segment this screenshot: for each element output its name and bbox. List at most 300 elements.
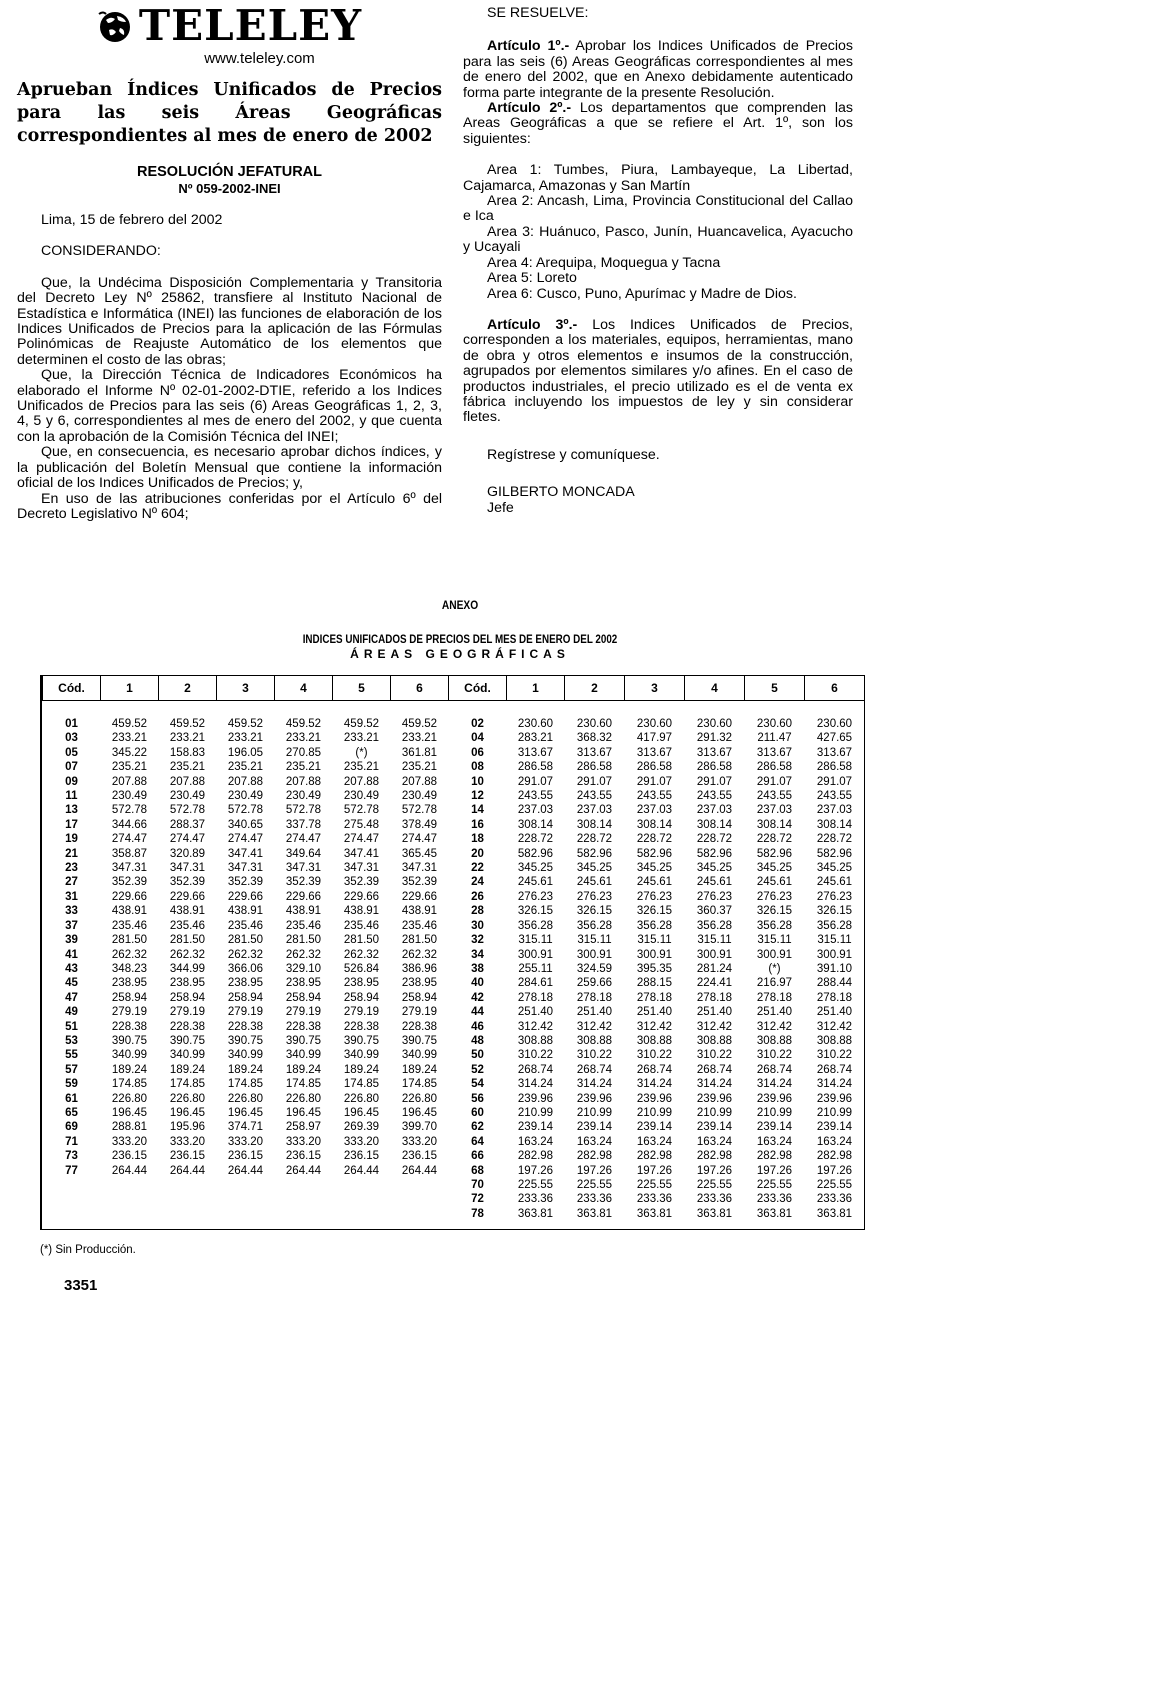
index-value-cell: 158.83	[169, 746, 206, 759]
index-value-cell: 417.97	[636, 732, 673, 745]
index-value-cell: 210.99	[576, 1106, 613, 1119]
index-value-cell: 279.19	[343, 1006, 380, 1019]
index-value-cell	[391, 1178, 449, 1192]
column-header-area: 2	[565, 676, 625, 701]
table-row	[43, 1178, 865, 1192]
table-row	[43, 731, 865, 745]
code-cell: 47	[65, 991, 78, 1004]
table-row	[43, 904, 865, 918]
index-value-cell: 390.75	[343, 1034, 380, 1047]
index-value-cell: 197.26	[517, 1164, 554, 1177]
code-cell: 66	[471, 1150, 484, 1163]
spacer-cell	[625, 701, 685, 718]
index-value-cell: 356.28	[696, 919, 733, 932]
index-value-cell: 235.21	[285, 761, 322, 774]
index-value-cell: 378.49	[401, 818, 438, 831]
index-value-cell: 326.15	[816, 905, 853, 918]
code-cell: 14	[471, 804, 484, 817]
table-row	[43, 1048, 865, 1062]
index-value-cell: 235.21	[169, 761, 206, 774]
index-value-cell: 459.52	[227, 718, 264, 730]
index-value-cell: 291.07	[636, 775, 673, 788]
index-value-cell: 358.87	[111, 847, 148, 860]
index-value-cell: 239.14	[816, 1121, 853, 1134]
articulo-3	[463, 318, 853, 426]
area-item: Area 5: Loreto	[487, 270, 577, 287]
index-value-cell: 229.66	[111, 890, 148, 903]
index-value-cell: 356.28	[576, 919, 613, 932]
column-header-area: 4	[685, 676, 745, 701]
index-value-cell: 572.78	[401, 804, 438, 817]
table-row	[43, 875, 865, 889]
index-value-cell: 374.71	[227, 1121, 264, 1134]
index-value-cell: 196.45	[169, 1106, 206, 1119]
index-value-cell: 189.24	[401, 1063, 438, 1076]
code-cell: 54	[471, 1078, 484, 1091]
index-value-cell: 228.72	[517, 833, 554, 846]
index-value-cell: 345.25	[576, 862, 613, 875]
index-value-cell: 276.23	[576, 890, 613, 903]
index-value-cell: 288.37	[169, 818, 206, 831]
code-cell: 30	[471, 919, 484, 932]
articulo-1	[463, 39, 853, 101]
code-cell: 11	[65, 790, 78, 803]
index-value-cell: 210.99	[696, 1106, 733, 1119]
column-header-area: 6	[805, 676, 865, 701]
index-value-cell: 283.21	[517, 732, 554, 745]
code-cell: 48	[471, 1034, 484, 1047]
index-value-cell: 340.99	[401, 1049, 438, 1062]
code-cell: 64	[471, 1135, 484, 1148]
index-value-cell: 333.20	[285, 1135, 322, 1148]
articulo-2-text: Los departamentos que comprenden las Areas Geográficas a que se refiere el Art. 1º, son los siguientes:	[463, 100, 854, 147]
index-value-cell: 286.58	[517, 761, 554, 774]
index-value-cell: 386.96	[401, 962, 438, 975]
code-cell: 03	[65, 732, 78, 745]
index-value-cell: 582.96	[636, 847, 673, 860]
index-value-cell: 274.47	[285, 833, 322, 846]
column-header-area: 3	[217, 676, 275, 701]
index-value-cell: 278.18	[576, 991, 613, 1004]
index-value-cell: 315.11	[817, 934, 852, 947]
index-value-cell: 251.40	[816, 1006, 853, 1019]
index-value-cell	[275, 1192, 333, 1206]
index-value-cell: 233.21	[401, 732, 438, 745]
index-value-cell: 243.55	[517, 790, 554, 803]
code-cell: 73	[65, 1150, 78, 1163]
index-value-cell: 315.11	[637, 934, 672, 947]
index-value-cell: 195.96	[169, 1121, 206, 1134]
index-value-cell: 282.98	[636, 1150, 673, 1163]
index-value-cell: 344.66	[111, 818, 148, 831]
closing-line: Regístrese y comuníquese.	[487, 446, 660, 463]
index-value-cell: 278.18	[636, 991, 673, 1004]
index-value-cell: 226.80	[111, 1092, 148, 1105]
index-value-cell: 228.72	[756, 833, 793, 846]
index-value-cell: 235.46	[111, 919, 148, 932]
area-item: Area 6: Cusco, Puno, Apurímac y Madre de Dios.	[487, 285, 797, 302]
table-row	[43, 1092, 865, 1106]
index-value-cell: 233.21	[343, 732, 380, 745]
table-body	[43, 701, 865, 1222]
index-value-cell: 291.32	[696, 732, 733, 745]
index-value-cell: 224.41	[696, 977, 733, 990]
index-value-cell: 286.58	[696, 761, 733, 774]
index-value-cell: 300.91	[576, 948, 613, 961]
area-item: Area 1: Tumbes, Piura, Lambayeque, La Libertad, Cajamarca, Amazonas y San Martín	[463, 162, 853, 194]
index-value-cell: 366.06	[227, 962, 264, 975]
index-value-cell: 300.91	[756, 948, 793, 961]
spacer-cell	[159, 701, 217, 718]
index-value-cell: 229.66	[401, 890, 438, 903]
index-value-cell: 235.21	[343, 761, 380, 774]
table-row	[43, 1106, 865, 1120]
index-value-cell: 262.32	[169, 948, 206, 961]
index-table-container	[40, 675, 865, 1230]
index-value-cell	[217, 1178, 275, 1192]
index-value-cell: 288.81	[111, 1121, 148, 1134]
index-value-cell: 572.78	[343, 804, 380, 817]
annex-table-subtitle: ÁREAS GEOGRÁFICAS	[350, 647, 570, 661]
index-value-cell: 572.78	[285, 804, 322, 817]
index-value-cell: 340.99	[343, 1049, 380, 1062]
index-value-cell: 279.19	[227, 1006, 264, 1019]
index-value-cell: 238.95	[285, 977, 322, 990]
column-header-area: 2	[159, 676, 217, 701]
index-value-cell: (*)	[355, 746, 368, 759]
index-value-cell: 347.31	[401, 862, 438, 875]
index-value-cell: 235.46	[169, 919, 206, 932]
code-cell: 57	[65, 1063, 78, 1076]
index-value-cell: 363.81	[517, 1207, 554, 1220]
index-value-cell: 313.67	[696, 746, 733, 759]
code-cell: 40	[471, 977, 484, 990]
table-row	[43, 1020, 865, 1034]
index-value-cell: 308.88	[517, 1034, 554, 1047]
index-value-cell: 278.18	[696, 991, 733, 1004]
index-value-cell: 356.28	[517, 919, 554, 932]
index-value-cell: 268.74	[696, 1063, 733, 1076]
index-value-cell: 286.58	[576, 761, 613, 774]
index-value-cell: 347.31	[227, 862, 264, 875]
index-value-cell: 236.15	[169, 1150, 206, 1163]
index-value-cell: 276.23	[696, 890, 733, 903]
index-value-cell: 347.31	[343, 862, 380, 875]
index-value-cell: 196.45	[111, 1106, 148, 1119]
index-value-cell: 363.81	[696, 1207, 733, 1220]
code-cell: 33	[65, 905, 78, 918]
index-value-cell: 264.44	[285, 1164, 322, 1177]
left-column	[17, 0, 442, 522]
index-value-cell: 258.94	[169, 991, 206, 1004]
spacer-cell	[391, 701, 449, 718]
index-value-cell: 315.11	[577, 934, 612, 947]
index-value-cell: 245.61	[816, 876, 853, 889]
index-value-cell: 291.07	[517, 775, 554, 788]
code-cell: 43	[65, 962, 78, 975]
index-value-cell: 226.80	[285, 1092, 322, 1105]
index-value-cell: 352.39	[227, 876, 264, 889]
index-value-cell: (*)	[768, 962, 781, 975]
index-value-cell: 391.10	[816, 962, 853, 975]
code-cell: 17	[65, 818, 78, 831]
index-value-cell: 459.52	[401, 718, 438, 730]
index-table	[42, 675, 865, 1221]
index-value-cell: 196.05	[227, 746, 264, 759]
index-value-cell: 582.96	[696, 847, 733, 860]
index-value-cell: 347.41	[227, 847, 264, 860]
index-value-cell: 251.40	[636, 1006, 673, 1019]
index-value-cell: 582.96	[816, 847, 853, 860]
code-cell: 62	[471, 1121, 484, 1134]
index-value-cell: 237.03	[517, 804, 554, 817]
index-value-cell: 225.55	[696, 1179, 733, 1191]
index-value-cell: 349.64	[285, 847, 322, 860]
index-value-cell: 312.42	[517, 1020, 554, 1033]
area-item: Area 2: Ancash, Lima, Provincia Constitucional del Callao e Ica	[463, 193, 853, 225]
table-row	[43, 1120, 865, 1134]
code-cell: 53	[65, 1034, 78, 1047]
index-value-cell: 345.25	[816, 862, 853, 875]
index-value-cell: 352.39	[111, 876, 148, 889]
table-row	[43, 746, 865, 760]
index-value-cell: 345.25	[517, 862, 554, 875]
code-cell: 37	[65, 919, 78, 932]
index-value-cell: 348.23	[111, 962, 148, 975]
index-value-cell: 274.47	[401, 833, 438, 846]
index-value-cell: 268.74	[756, 1063, 793, 1076]
index-value-cell: 572.78	[227, 804, 264, 817]
index-value-cell: 258.94	[343, 991, 380, 1004]
index-value-cell: 459.52	[169, 718, 206, 730]
index-value-cell: 282.98	[816, 1150, 853, 1163]
code-cell: 13	[65, 804, 78, 817]
index-value-cell: 251.40	[517, 1006, 554, 1019]
index-value-cell: 314.24	[696, 1078, 733, 1091]
index-value-cell: 235.21	[227, 761, 264, 774]
index-value-cell: 239.14	[696, 1121, 733, 1134]
code-cell: 59	[65, 1078, 78, 1091]
code-cell: 69	[65, 1121, 78, 1134]
index-value-cell: 163.24	[816, 1135, 853, 1148]
index-value-cell: 356.28	[816, 919, 853, 932]
index-value-cell	[275, 1207, 333, 1221]
spacer-cell	[449, 701, 507, 718]
paragraph: Que, en consecuencia, es necesario aprobar dichos índices, y la publicación del Boletín Mensual que contiene la información oficial de los Indices Unificados de Precios; y,	[17, 444, 442, 492]
table-row	[43, 991, 865, 1005]
code-cell	[43, 1178, 101, 1192]
spacer-cell	[43, 701, 101, 718]
code-cell: 65	[65, 1106, 78, 1119]
index-value-cell: 278.18	[517, 991, 554, 1004]
index-value-cell: 313.67	[756, 746, 793, 759]
index-value-cell: 333.20	[343, 1135, 380, 1148]
index-value-cell: 308.88	[636, 1034, 673, 1047]
index-value-cell: 459.52	[285, 718, 322, 730]
index-value-cell: 395.35	[636, 962, 673, 975]
brand-logo: TELELEY	[138, 1, 363, 50]
index-value-cell: 345.22	[111, 746, 148, 759]
index-value-cell: 189.24	[227, 1063, 264, 1076]
index-value-cell: 258.94	[285, 991, 322, 1004]
code-cell: 21	[65, 847, 78, 860]
index-value-cell: 300.91	[636, 948, 673, 961]
code-cell: 38	[471, 962, 484, 975]
index-value-cell: 274.47	[111, 833, 148, 846]
index-value-cell	[391, 1207, 449, 1221]
index-value-cell: 239.14	[636, 1121, 673, 1134]
index-value-cell	[333, 1192, 391, 1206]
index-value-cell	[101, 1178, 159, 1192]
index-value-cell: 308.14	[517, 818, 554, 831]
column-header-area: 4	[275, 676, 333, 701]
index-value-cell: 230.49	[169, 790, 206, 803]
index-value-cell: 245.61	[756, 876, 793, 889]
code-cell: 45	[65, 977, 78, 990]
annex-title: ANEXO	[441, 598, 479, 612]
globe-icon	[97, 8, 133, 44]
index-value-cell: 329.10	[285, 962, 322, 975]
index-value-cell: 264.44	[169, 1164, 206, 1177]
index-value-cell: 438.91	[285, 905, 322, 918]
index-value-cell: 174.85	[343, 1078, 380, 1091]
index-value-cell: 314.24	[636, 1078, 673, 1091]
index-value-cell: 282.98	[517, 1150, 554, 1163]
column-header-code: Cód.	[449, 676, 507, 701]
code-cell: 01	[65, 718, 78, 730]
index-value-cell: 163.24	[756, 1135, 793, 1148]
spacer-cell	[745, 701, 805, 718]
index-value-cell: 230.60	[517, 718, 554, 730]
index-value-cell: 340.99	[285, 1049, 322, 1062]
code-cell: 08	[471, 761, 484, 774]
index-value-cell: 230.60	[756, 718, 793, 730]
index-value-cell: 239.96	[636, 1092, 673, 1105]
index-value-cell: 262.32	[343, 948, 380, 961]
index-value-cell: 276.23	[517, 890, 554, 903]
index-value-cell: 233.36	[576, 1193, 613, 1206]
table-row	[43, 1207, 865, 1221]
index-value-cell: 582.96	[517, 847, 554, 860]
index-value-cell: 211.47	[757, 732, 792, 745]
index-value-cell: 228.72	[576, 833, 613, 846]
index-value-cell: 207.88	[285, 775, 322, 788]
index-value-cell: 284.61	[517, 977, 554, 990]
index-value-cell: 438.91	[227, 905, 264, 918]
code-cell: 70	[471, 1179, 484, 1191]
index-value-cell: 268.74	[816, 1063, 853, 1076]
spacer-cell	[565, 701, 625, 718]
index-value-cell: 243.55	[756, 790, 793, 803]
code-cell: 51	[65, 1020, 78, 1033]
spacer-cell	[333, 701, 391, 718]
index-value-cell: 368.32	[576, 732, 613, 745]
index-value-cell: 582.96	[576, 847, 613, 860]
index-value-cell: 276.23	[816, 890, 853, 903]
index-value-cell: 308.14	[816, 818, 853, 831]
index-value-cell: 237.03	[696, 804, 733, 817]
index-value-cell: 236.15	[343, 1150, 380, 1163]
index-value-cell: 210.99	[816, 1106, 853, 1119]
index-value-cell: 347.41	[343, 847, 380, 860]
index-value-cell: 228.38	[111, 1020, 148, 1033]
index-value-cell: 239.96	[696, 1092, 733, 1105]
code-cell: 28	[471, 905, 484, 918]
index-value-cell: 228.72	[816, 833, 853, 846]
index-value-cell: 291.07	[816, 775, 853, 788]
index-value-cell: 262.32	[111, 948, 148, 961]
index-value-cell: 281.50	[169, 934, 206, 947]
index-value-cell: 337.78	[285, 818, 322, 831]
index-value-cell: 313.67	[517, 746, 554, 759]
index-value-cell: 229.66	[285, 890, 322, 903]
index-value-cell: 207.88	[227, 775, 264, 788]
code-cell: 18	[471, 833, 484, 846]
index-value-cell: 274.47	[343, 833, 380, 846]
index-value-cell: 233.21	[169, 732, 206, 745]
table-row	[43, 832, 865, 846]
spacer-cell	[805, 701, 865, 718]
index-value-cell: 356.28	[636, 919, 673, 932]
headline: Aprueban Índices Unificados de Precios para las seis Áreas Geográficas correspondientes al mes de enero de 2002	[17, 80, 442, 146]
index-value-cell: 237.03	[816, 804, 853, 817]
paragraph: En uso de las atribuciones conferidas por el Artículo 6º del Decreto Legislativo Nº 604;	[17, 490, 442, 522]
index-value-cell: 268.74	[636, 1063, 673, 1076]
index-value-cell: 229.66	[343, 890, 380, 903]
index-value-cell: 274.47	[169, 833, 206, 846]
index-value-cell: 236.15	[227, 1150, 264, 1163]
index-value-cell: 245.61	[576, 876, 613, 889]
spacer-row	[43, 701, 865, 718]
index-value-cell: 363.81	[576, 1207, 613, 1220]
index-value-cell: 268.74	[576, 1063, 613, 1076]
index-value-cell: 308.88	[756, 1034, 793, 1047]
index-value-cell: 239.14	[576, 1121, 613, 1134]
index-value-cell: 230.60	[576, 718, 613, 730]
index-value-cell: 320.89	[169, 847, 206, 860]
index-value-cell: 197.26	[696, 1164, 733, 1177]
right-column	[463, 0, 853, 516]
column-header-code: Cód.	[43, 676, 101, 701]
index-value-cell: 326.15	[636, 905, 673, 918]
index-value-cell: 226.80	[343, 1092, 380, 1105]
page-number: 3351	[64, 1277, 98, 1294]
index-value-cell: 281.50	[285, 934, 322, 947]
index-value-cell: 274.47	[227, 833, 264, 846]
articulo-3-label: Artículo 3º.-	[487, 316, 578, 333]
index-value-cell: 233.36	[517, 1193, 554, 1206]
index-value-cell: 310.22	[517, 1049, 554, 1062]
index-value-cell: 163.24	[576, 1135, 613, 1148]
index-value-cell: 312.42	[756, 1020, 793, 1033]
index-value-cell: 236.15	[285, 1150, 322, 1163]
index-value-cell: 210.99	[517, 1106, 554, 1119]
index-value-cell: 352.39	[401, 876, 438, 889]
index-value-cell: 264.44	[343, 1164, 380, 1177]
index-value-cell: 243.55	[636, 790, 673, 803]
index-value-cell: 207.88	[343, 775, 380, 788]
spacer-cell	[101, 701, 159, 718]
paragraph: Que, la Dirección Técnica de Indicadores Económicos ha elaborado el Informe Nº 02-01-2002-DTIE, referido a los Indices Unificados de Precios para las seis (6) Areas Geográficas 1, 2, 3, 4, 5 y 6, correspondientes al mes de enero del 2002, y que cuenta con la aprobación de la Comisión Técnica del INEI;	[17, 367, 442, 445]
index-value-cell: 279.19	[401, 1006, 438, 1019]
code-cell: 02	[471, 718, 484, 730]
index-value-cell: 314.24	[517, 1078, 554, 1091]
index-value-cell: 228.72	[636, 833, 673, 846]
index-value-cell: 174.85	[169, 1078, 206, 1091]
index-value-cell: 226.80	[227, 1092, 264, 1105]
code-cell: 52	[471, 1063, 484, 1076]
code-cell: 78	[471, 1207, 484, 1220]
